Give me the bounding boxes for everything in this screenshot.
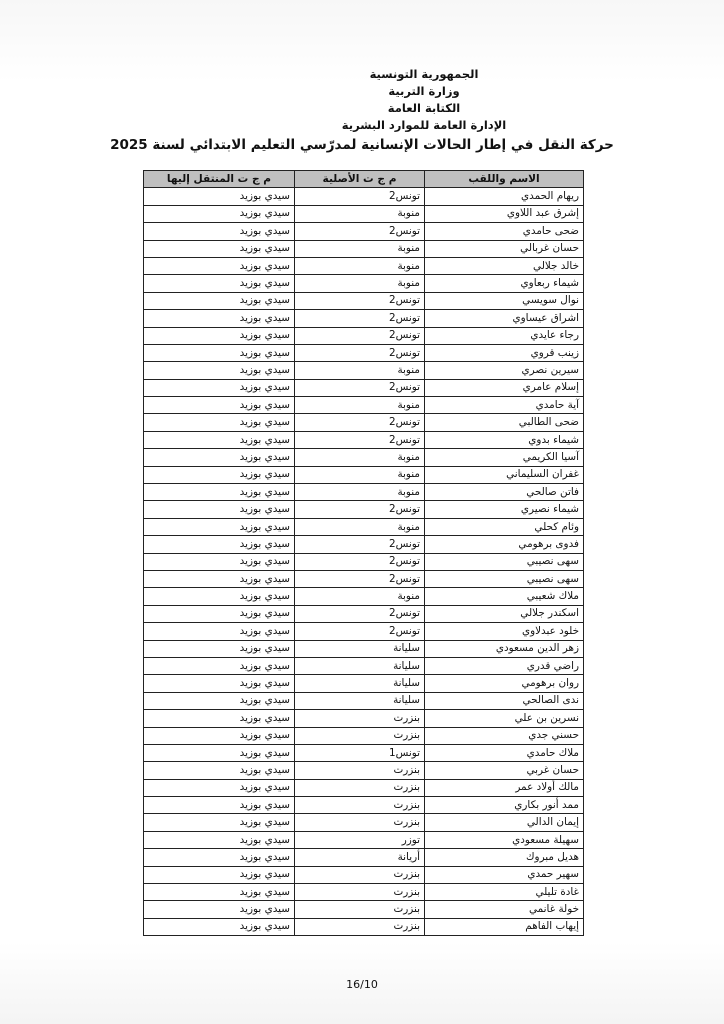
cell-name: إيهاب الفاهم [425,918,584,935]
cell-name: ممد أنور بكاري [425,797,584,814]
cell-destination: سيدي بوزيد [144,205,295,222]
cell-name: حسني جدي [425,727,584,744]
cell-name: خالد جلالي [425,257,584,274]
cell-origin: بنزرت [295,727,425,744]
table-row [144,327,584,344]
cell-origin: بنزرت [295,918,425,935]
cell-origin: منوبة [295,588,425,605]
cell-name: خولة غانمي [425,901,584,918]
cell-origin: بنزرت [295,901,425,918]
cell-destination: سيدي بوزيد [144,379,295,396]
cell-name: ملاك شعيبي [425,588,584,605]
cell-destination: سيدي بوزيد [144,397,295,414]
cell-destination: سيدي بوزيد [144,570,295,587]
cell-destination: سيدي بوزيد [144,797,295,814]
cell-destination: سيدي بوزيد [144,640,295,657]
table-row [144,397,584,414]
cell-name: فاتن صالحي [425,484,584,501]
table-row [144,866,584,883]
cell-origin: تونس2 [295,553,425,570]
table-row [144,257,584,274]
cell-destination: سيدي بوزيد [144,657,295,674]
cell-origin: تونس2 [295,570,425,587]
cell-destination: سيدي بوزيد [144,831,295,848]
cell-origin: تونس2 [295,414,425,431]
cell-destination: سيدي بوزيد [144,901,295,918]
cell-origin: تونس2 [295,344,425,361]
cell-name: شيماء نصيري [425,501,584,518]
table-row [144,831,584,848]
cell-origin: تونس2 [295,223,425,240]
cell-origin: تونس2 [295,501,425,518]
cell-destination: سيدي بوزيد [144,431,295,448]
cell-destination: سيدي بوزيد [144,449,295,466]
table-row [144,240,584,257]
cell-destination: سيدي بوزيد [144,362,295,379]
table-row [144,223,584,240]
cell-destination: سيدي بوزيد [144,223,295,240]
table-row [144,640,584,657]
header-line-hr-directorate: الإدارة العامة للموارد البشرية [341,118,507,132]
cell-origin: منوبة [295,518,425,535]
cell-origin: تونس2 [295,536,425,553]
cell-origin: منوبة [295,449,425,466]
cell-name: وئام كحلي [425,518,584,535]
cell-name: إسلام عامري [425,379,584,396]
table-row [144,918,584,935]
cell-origin: بنزرت [295,814,425,831]
cell-destination: سيدي بوزيد [144,292,295,309]
cell-name: سهى نصيبي [425,553,584,570]
cell-name: نسرين بن علي [425,710,584,727]
cell-destination: سيدي بوزيد [144,344,295,361]
table-row [144,570,584,587]
cell-origin: سليانة [295,657,425,674]
cell-origin: منوبة [295,397,425,414]
cell-origin: تونس2 [295,623,425,640]
page-number: 16/10 [346,978,378,991]
cell-name: سيرين نصري [425,362,584,379]
cell-origin: سليانة [295,692,425,709]
column-header-destination: م ج ت المنتقل إليها [144,171,295,188]
cell-destination: سيدي بوزيد [144,327,295,344]
ministry-header [294,66,554,134]
table-row [144,605,584,622]
cell-destination: سيدي بوزيد [144,692,295,709]
cell-origin: تونس2 [295,292,425,309]
cell-name: ضحى الطالبي [425,414,584,431]
table-row [144,362,584,379]
table-row [144,501,584,518]
cell-destination: سيدي بوزيد [144,675,295,692]
cell-destination: سيدي بوزيد [144,605,295,622]
cell-name: ملاك حامدي [425,744,584,761]
cell-name: راضي قدري [425,657,584,674]
cell-origin: توزر [295,831,425,848]
cell-origin: أريانة [295,849,425,866]
cell-destination: سيدي بوزيد [144,501,295,518]
cell-destination: سيدي بوزيد [144,849,295,866]
table-row [144,379,584,396]
cell-name: خلود عبدلاوي [425,623,584,640]
table-row [144,779,584,796]
table-row [144,814,584,831]
table-row [144,657,584,674]
table-row [144,692,584,709]
cell-origin: سليانة [295,675,425,692]
cell-origin: منوبة [295,240,425,257]
cell-name: مالك أولاد عمر [425,779,584,796]
table-row [144,901,584,918]
table-row [144,797,584,814]
cell-name: زهر الدين مسعودي [425,640,584,657]
cell-destination: سيدي بوزيد [144,779,295,796]
column-header-name: الاسم واللقب [425,171,584,188]
cell-destination: سيدي بوزيد [144,918,295,935]
cell-origin: بنزرت [295,866,425,883]
cell-name: إشرق عبد اللاوي [425,205,584,222]
cell-destination: سيدي بوزيد [144,884,295,901]
cell-destination: سيدي بوزيد [144,414,295,431]
table-row [144,310,584,327]
cell-origin: تونس2 [295,327,425,344]
table-row [144,536,584,553]
cell-origin: بنزرت [295,779,425,796]
cell-origin: تونس2 [295,379,425,396]
header-line-republic: الجمهورية التونسية [369,67,479,81]
cell-name: إيمان الدالي [425,814,584,831]
cell-destination: سيدي بوزيد [144,744,295,761]
cell-origin: تونس2 [295,188,425,205]
cell-name: آسيا الكريمي [425,449,584,466]
cell-destination: سيدي بوزيد [144,814,295,831]
cell-name: حسان غربي [425,762,584,779]
table-row [144,849,584,866]
cell-name: شيماء بدوي [425,431,584,448]
table-row [144,188,584,205]
cell-name: حسان غربالي [425,240,584,257]
cell-name: رجاء عايدي [425,327,584,344]
cell-destination: سيدي بوزيد [144,275,295,292]
cell-name: سهير حمدي [425,866,584,883]
table-row [144,484,584,501]
cell-origin: بنزرت [295,797,425,814]
cell-origin: بنزرت [295,884,425,901]
cell-destination: سيدي بوزيد [144,484,295,501]
cell-name: نوال سويسي [425,292,584,309]
table-row [144,275,584,292]
cell-origin: بنزرت [295,762,425,779]
cell-name: شيماء ربعاوي [425,275,584,292]
cell-name: غادة تليلي [425,884,584,901]
table-row [144,553,584,570]
cell-origin: تونس2 [295,605,425,622]
cell-name: ريهام الحمدي [425,188,584,205]
cell-origin: منوبة [295,205,425,222]
cell-name: سهيلة مسعودي [425,831,584,848]
cell-destination: سيدي بوزيد [144,518,295,535]
cell-name: اشراق عيساوي [425,310,584,327]
document-title: حركة النقل في إطار الحالات الإنسانية لمدرّسي التعليم الابتدائي لسنة 2025 [110,137,614,153]
cell-origin: بنزرت [295,710,425,727]
cell-origin: تونس1 [295,744,425,761]
table-row [144,344,584,361]
cell-destination: سيدي بوزيد [144,310,295,327]
cell-name: هديل مبروك [425,849,584,866]
cell-destination: سيدي بوزيد [144,553,295,570]
cell-destination: سيدي بوزيد [144,762,295,779]
cell-name: زينب قروي [425,344,584,361]
table-row [144,205,584,222]
cell-name: روان برهومي [425,675,584,692]
cell-origin: منوبة [295,257,425,274]
table-row [144,414,584,431]
cell-destination: سيدي بوزيد [144,866,295,883]
cell-name: سهى نصيبي [425,570,584,587]
table-row [144,292,584,309]
cell-destination: سيدي بوزيد [144,188,295,205]
table-row [144,466,584,483]
table-body [144,188,584,936]
table-row [144,727,584,744]
cell-destination: سيدي بوزيد [144,588,295,605]
cell-origin: منوبة [295,466,425,483]
table-row [144,675,584,692]
cell-destination: سيدي بوزيد [144,710,295,727]
cell-name: آية حامدي [425,397,584,414]
table-row [144,431,584,448]
cell-name: اسكندر جلالي [425,605,584,622]
cell-name: غفران السليماني [425,466,584,483]
cell-destination: سيدي بوزيد [144,727,295,744]
cell-origin: منوبة [295,275,425,292]
cell-name: فدوى برهومي [425,536,584,553]
cell-destination: سيدي بوزيد [144,623,295,640]
cell-origin: منوبة [295,484,425,501]
cell-destination: سيدي بوزيد [144,257,295,274]
table-row [144,588,584,605]
table-row [144,449,584,466]
table-row [144,623,584,640]
table-row [144,762,584,779]
cell-destination: سيدي بوزيد [144,466,295,483]
cell-destination: سيدي بوزيد [144,240,295,257]
header-line-ministry: وزارة التربية [388,84,460,98]
table-row [144,884,584,901]
cell-name: ندى الصالحي [425,692,584,709]
header-line-secretariat: الكتابة العامة [387,101,461,115]
table-header-row [144,171,584,188]
cell-origin: تونس2 [295,310,425,327]
cell-destination: سيدي بوزيد [144,536,295,553]
table-row [144,710,584,727]
table-row [144,518,584,535]
cell-origin: سليانة [295,640,425,657]
cell-origin: منوبة [295,362,425,379]
cell-name: ضحى حامدي [425,223,584,240]
cell-origin: تونس2 [295,431,425,448]
transfer-table [143,170,584,936]
table-row [144,744,584,761]
column-header-origin: م ج ت الأصلية [295,171,425,188]
